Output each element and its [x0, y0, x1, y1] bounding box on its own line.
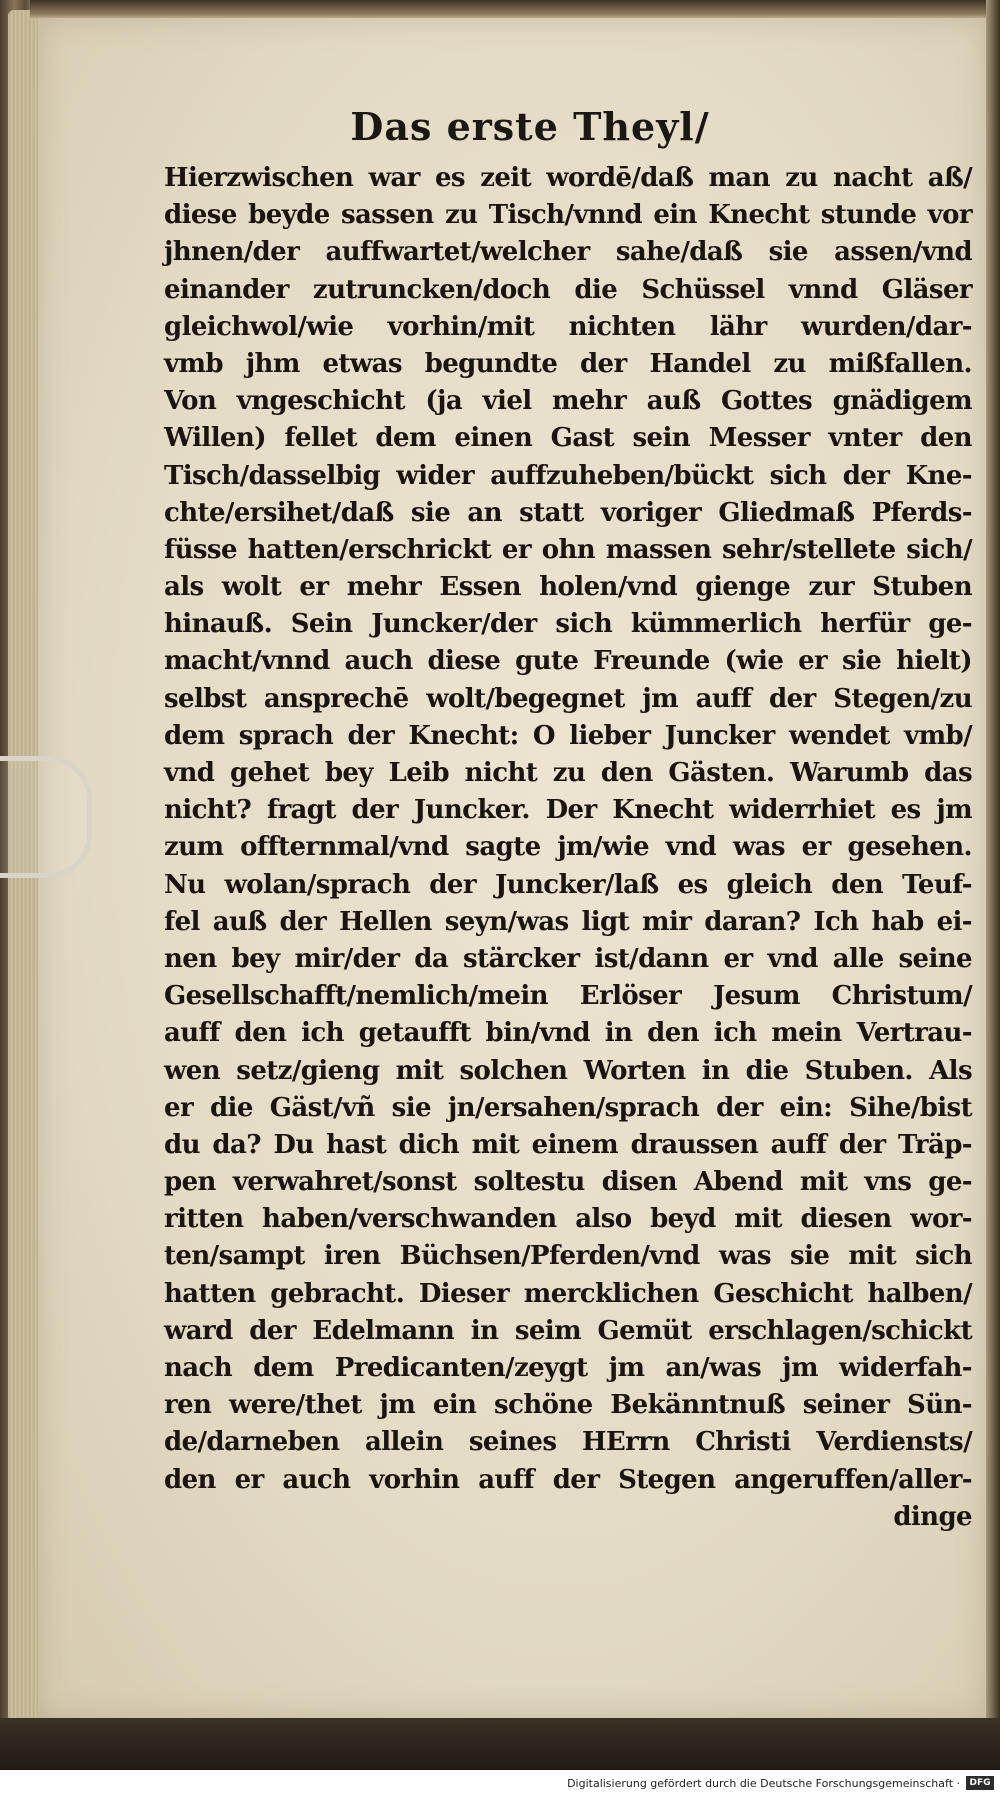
text-line: nen bey mir/der da stärcker ist/dann er vnd alle seine — [164, 943, 972, 974]
text-line: selbst ansprechē wolt/begegnet jm auff der Stegen/zu — [164, 683, 972, 714]
text-line: hatten gebracht. Dieser mercklichen Geschicht halben/ — [164, 1278, 972, 1309]
bottom-book-edge — [0, 1718, 1000, 1770]
text-line: chte/ersihet/daß sie an statt voriger Gliedmaß Pferds- — [164, 497, 972, 528]
clasp-loop — [0, 756, 92, 878]
text-line: gleichwol/wie vorhin/mit nichten lähr wurden/dar- — [164, 311, 972, 342]
text-line: vnd gehet bey Leib nicht zu den Gästen. Warumb das — [164, 758, 972, 788]
text-line: de/darneben allein seines HErrn Christi Verdiensts/ — [164, 1427, 972, 1458]
text-line: füsse hatten/erschrickt er ohn massen sehr/stellete sich/ — [164, 534, 972, 565]
text-line: wen setz/gieng mit solchen Worten in die Stuben. Als — [164, 1055, 972, 1086]
running-header-text: Das erste Theyl/ — [350, 104, 710, 149]
text-line: ten/sampt iren Büchsen/Pferden/vnd was sie mit sich — [164, 1241, 972, 1272]
top-book-edge — [30, 0, 990, 20]
text-line: ren were/thet jm ein schöne Bekänntnuß seiner Sün- — [164, 1390, 972, 1421]
text-line: diese beyde sassen zu Tisch/vnnd ein Knecht stunde vor — [164, 200, 972, 231]
text-line: pen verwahret/sonst soltestu disen Abend mit vns ge- — [164, 1167, 972, 1198]
text-line: du da? Du hast dich mit einem draussen auff der Träp- — [164, 1129, 972, 1160]
text-line: Hierzwischen war es zeit wordē/daß man zu nacht aß/ — [164, 163, 972, 193]
text-line: macht/vnnd auch diese gute Freunde (wie er sie hielt) — [164, 646, 972, 677]
text-line: den er auch vorhin auff der Stegen angeruffen/aller- — [164, 1464, 972, 1495]
catchword: dinge — [893, 1501, 972, 1532]
digitization-credit: Digitalisierung gefördert durch die Deutsche Forschungsgemeinschaft · — [567, 1777, 960, 1790]
text-line: nicht? fragt der Juncker. Der Knecht widerrhiet es jm — [164, 795, 972, 826]
right-book-edge — [986, 0, 1000, 1725]
text-line: Tisch/dasselbig wider auffzuheben/bückt sich der Kne- — [164, 460, 972, 491]
text-line: einander zutruncken/doch die Schüssel vnnd Gläser — [164, 274, 972, 305]
text-line: Willen) fellet dem einen Gast sein Messer vnter den — [164, 423, 972, 454]
dfg-logo: DFG — [966, 1776, 994, 1790]
text-line: nach dem Predicanten/zeygt jm an/was jm widerfah- — [164, 1353, 972, 1383]
text-line: Nu wolan/sprach der Juncker/laß es gleich den Teuf- — [164, 869, 972, 900]
text-line: auff den ich getaufft bin/vnd in den ich mein Vertrau- — [164, 1018, 972, 1049]
text-line: zum offternmal/vnd sagte jm/wie vnd was er gesehen. — [164, 832, 972, 863]
text-line: ritten haben/verschwanden also beyd mit diesen wor- — [164, 1204, 972, 1235]
running-header — [0, 104, 1000, 149]
text-line: dem sprach der Knecht: O lieber Juncker wendet vmb/ — [164, 720, 972, 751]
text-line: er die Gäst/vñ sie jn/ersahen/sprach der ein: Sihe/bist — [164, 1092, 972, 1123]
text-line: Von vngeschicht (ja viel mehr auß Gottes gnädigem — [164, 386, 972, 417]
text-line: fel auß der Hellen seyn/was ligt mir daran? Ich hab ei- — [164, 906, 972, 937]
text-line: hinauß. Sein Juncker/der sich kümmerlich herfür ge- — [164, 609, 972, 640]
body-text — [164, 160, 972, 1536]
text-line: vmb jhm etwas begundte der Handel zu mißfallen. — [164, 348, 972, 379]
text-line: als wolt er mehr Essen holen/vnd gienge zur Stuben — [164, 572, 972, 603]
text-line: ward der Edelmann in seim Gemüt erschlagen/schickt — [164, 1315, 972, 1346]
text-line: jhnen/der auffwartet/welcher sahe/daß sie assen/vnd — [164, 237, 972, 268]
text-line: Gesellschafft/nemlich/mein Erlöser Jesum Christum/ — [164, 981, 972, 1012]
